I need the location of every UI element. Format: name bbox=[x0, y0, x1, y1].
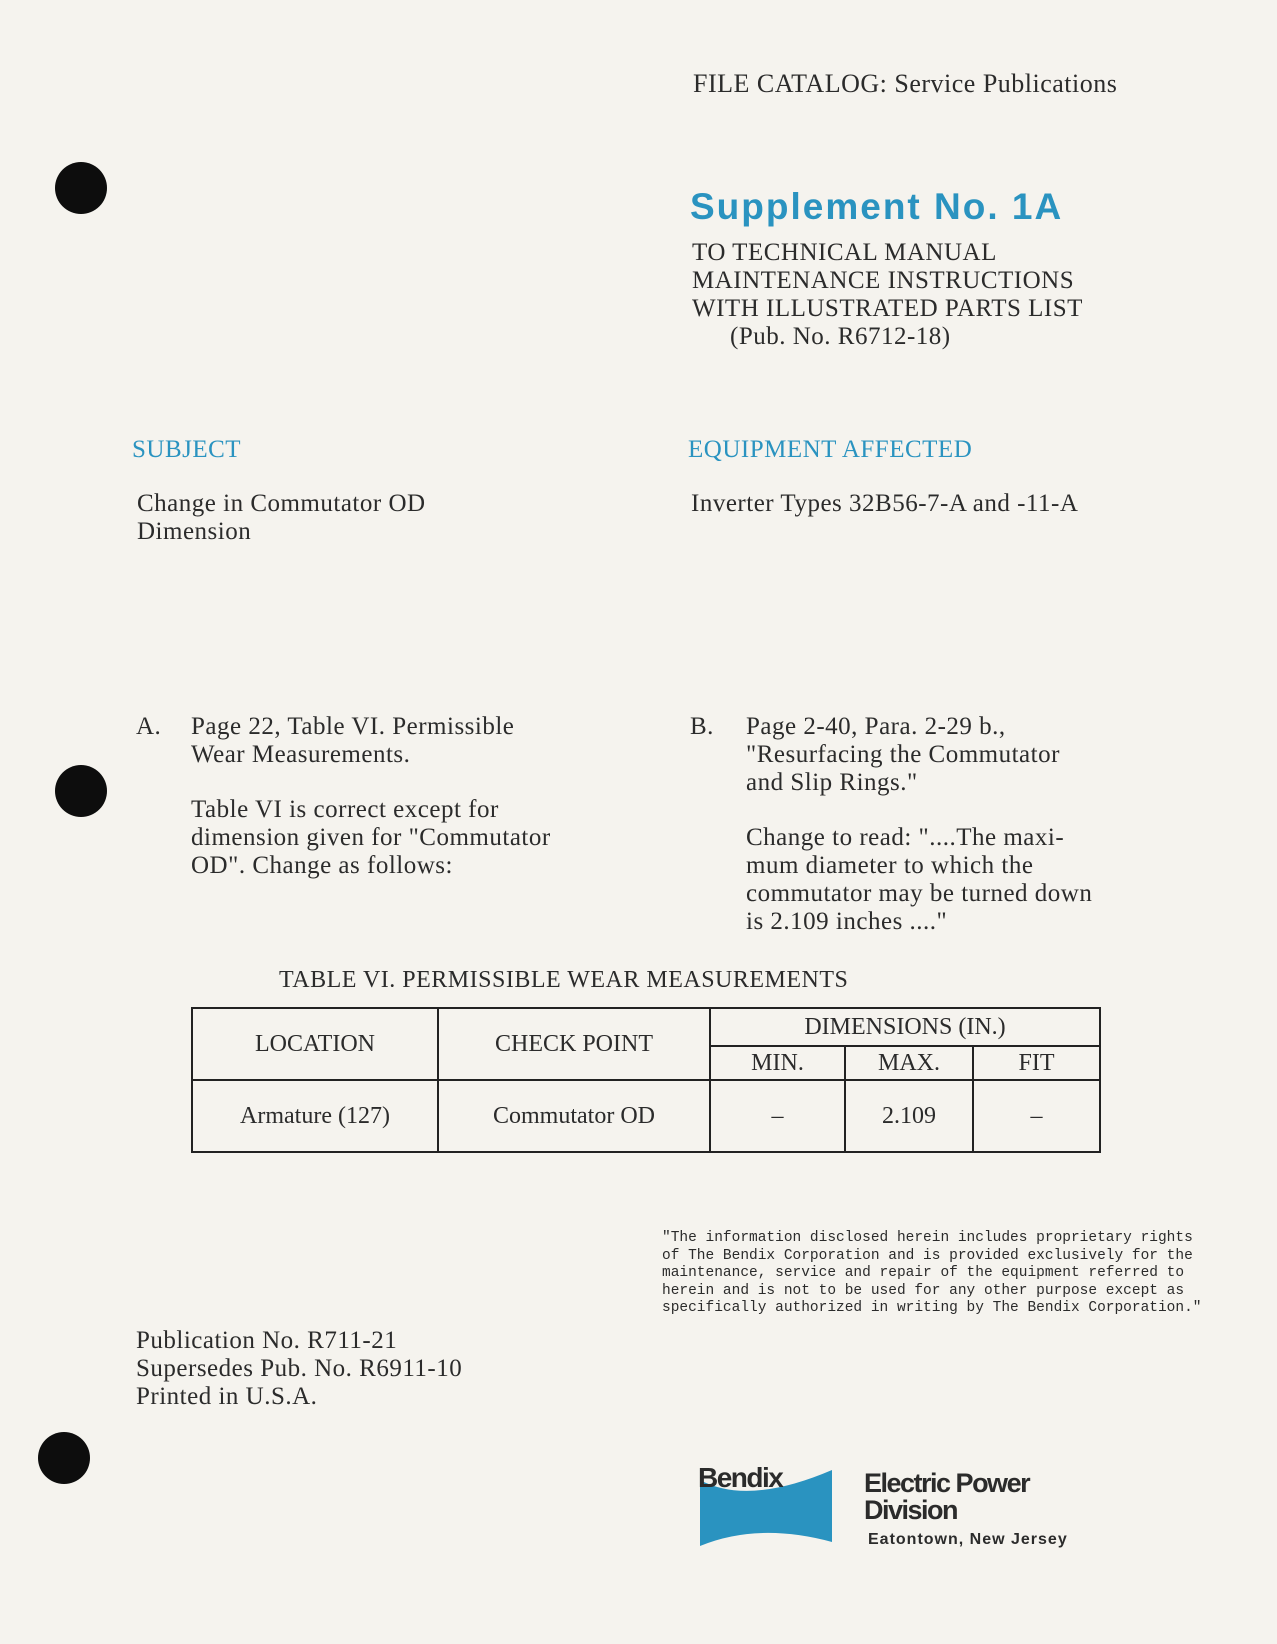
equipment-text: Inverter Types 32B56-7-A and -11-A bbox=[691, 490, 1079, 517]
table-row bbox=[192, 1080, 1100, 1152]
subject-heading: SUBJECT bbox=[132, 436, 242, 463]
cell-fit: – bbox=[973, 1080, 1100, 1152]
binder-hole-top bbox=[55, 162, 107, 214]
table-caption: TABLE VI. PERMISSIBLE WEAR MEASUREMENTS bbox=[279, 967, 849, 993]
subject-line: Change in Commutator OD bbox=[137, 490, 426, 517]
cell-max: 2.109 bbox=[845, 1080, 973, 1152]
section-b-line: Change to read: "....The maxi- bbox=[746, 824, 1065, 851]
notice-line: "The information disclosed herein includes proprietary rights bbox=[662, 1230, 1193, 1246]
cell-min: – bbox=[710, 1080, 845, 1152]
division-name bbox=[864, 1470, 1029, 1524]
division-line: Electric Power bbox=[864, 1468, 1030, 1498]
section-b-line: "Resurfacing the Commutator bbox=[746, 741, 1060, 768]
header-check-point: CHECK POINT bbox=[438, 1008, 710, 1080]
section-a-line: OD". Change as follows: bbox=[191, 852, 453, 879]
wear-measurements-table bbox=[191, 1007, 1101, 1153]
publication-line: Publication No. R711-21 bbox=[136, 1327, 398, 1354]
publication-line: Supersedes Pub. No. R6911-10 bbox=[136, 1355, 463, 1382]
section-b-title bbox=[746, 713, 1060, 797]
cell-check-point: Commutator OD bbox=[438, 1080, 710, 1152]
header-min: MIN. bbox=[710, 1046, 845, 1080]
division-line: Division bbox=[864, 1495, 958, 1525]
section-b-line: Page 2-40, Para. 2-29 b., bbox=[746, 713, 1006, 740]
header-max: MAX. bbox=[845, 1046, 973, 1080]
file-catalog: FILE CATALOG: Service Publications bbox=[693, 69, 1118, 98]
section-a-title bbox=[191, 713, 514, 769]
subject-line: Dimension bbox=[137, 518, 252, 545]
section-b-line: commutator may be turned down bbox=[746, 880, 1093, 907]
notice-line: of The Bendix Corporation and is provided exclusively for the bbox=[662, 1247, 1193, 1264]
section-b-body bbox=[746, 824, 1092, 936]
section-b-line: mum diameter to which the bbox=[746, 852, 1034, 879]
cell-location: Armature (127) bbox=[192, 1080, 438, 1152]
publication-line: Printed in U.S.A. bbox=[136, 1383, 318, 1410]
header-fit: FIT bbox=[973, 1046, 1100, 1080]
notice-line: specifically authorized in writing by The Bendix Corporation." bbox=[662, 1300, 1202, 1316]
publication-info bbox=[136, 1327, 462, 1411]
section-a-line: Page 22, Table VI. Permissible bbox=[191, 713, 515, 740]
section-a-line: Table VI is correct except for bbox=[191, 796, 499, 823]
binder-hole-middle bbox=[55, 765, 107, 817]
supplement-title: Supplement No. 1A bbox=[690, 186, 1064, 227]
section-a-marker: A. bbox=[136, 713, 162, 740]
bendix-logo bbox=[698, 1462, 834, 1548]
binder-hole-bottom bbox=[38, 1432, 90, 1484]
subtitle-line: (Pub. No. R6712-18) bbox=[730, 323, 951, 350]
subject-text bbox=[137, 490, 426, 546]
section-b-line: is 2.109 inches ...." bbox=[746, 908, 948, 935]
proprietary-notice bbox=[662, 1230, 1202, 1318]
section-a-line: dimension given for "Commutator bbox=[191, 824, 551, 851]
header-dimensions: DIMENSIONS (IN.) bbox=[710, 1008, 1100, 1046]
subtitle-line: TO TECHNICAL MANUAL bbox=[692, 239, 997, 266]
section-b-line: and Slip Rings." bbox=[746, 769, 918, 796]
section-a-line: Wear Measurements. bbox=[191, 741, 411, 768]
subtitle-line: MAINTENANCE INSTRUCTIONS bbox=[692, 267, 1075, 294]
bendix-brand: Bendix bbox=[698, 1462, 783, 1493]
equipment-heading: EQUIPMENT AFFECTED bbox=[688, 436, 973, 463]
section-b-marker: B. bbox=[690, 713, 714, 740]
notice-line: herein and is not to be used for any other purpose except as bbox=[662, 1282, 1185, 1299]
supplement-subtitle bbox=[692, 239, 1083, 351]
subtitle-line: WITH ILLUSTRATED PARTS LIST bbox=[692, 295, 1083, 322]
division-location: Eatontown, New Jersey bbox=[868, 1531, 1068, 1548]
section-a-body bbox=[191, 796, 551, 880]
notice-line: maintenance, service and repair of the equipment referred to bbox=[662, 1265, 1185, 1281]
header-location: LOCATION bbox=[192, 1008, 438, 1080]
